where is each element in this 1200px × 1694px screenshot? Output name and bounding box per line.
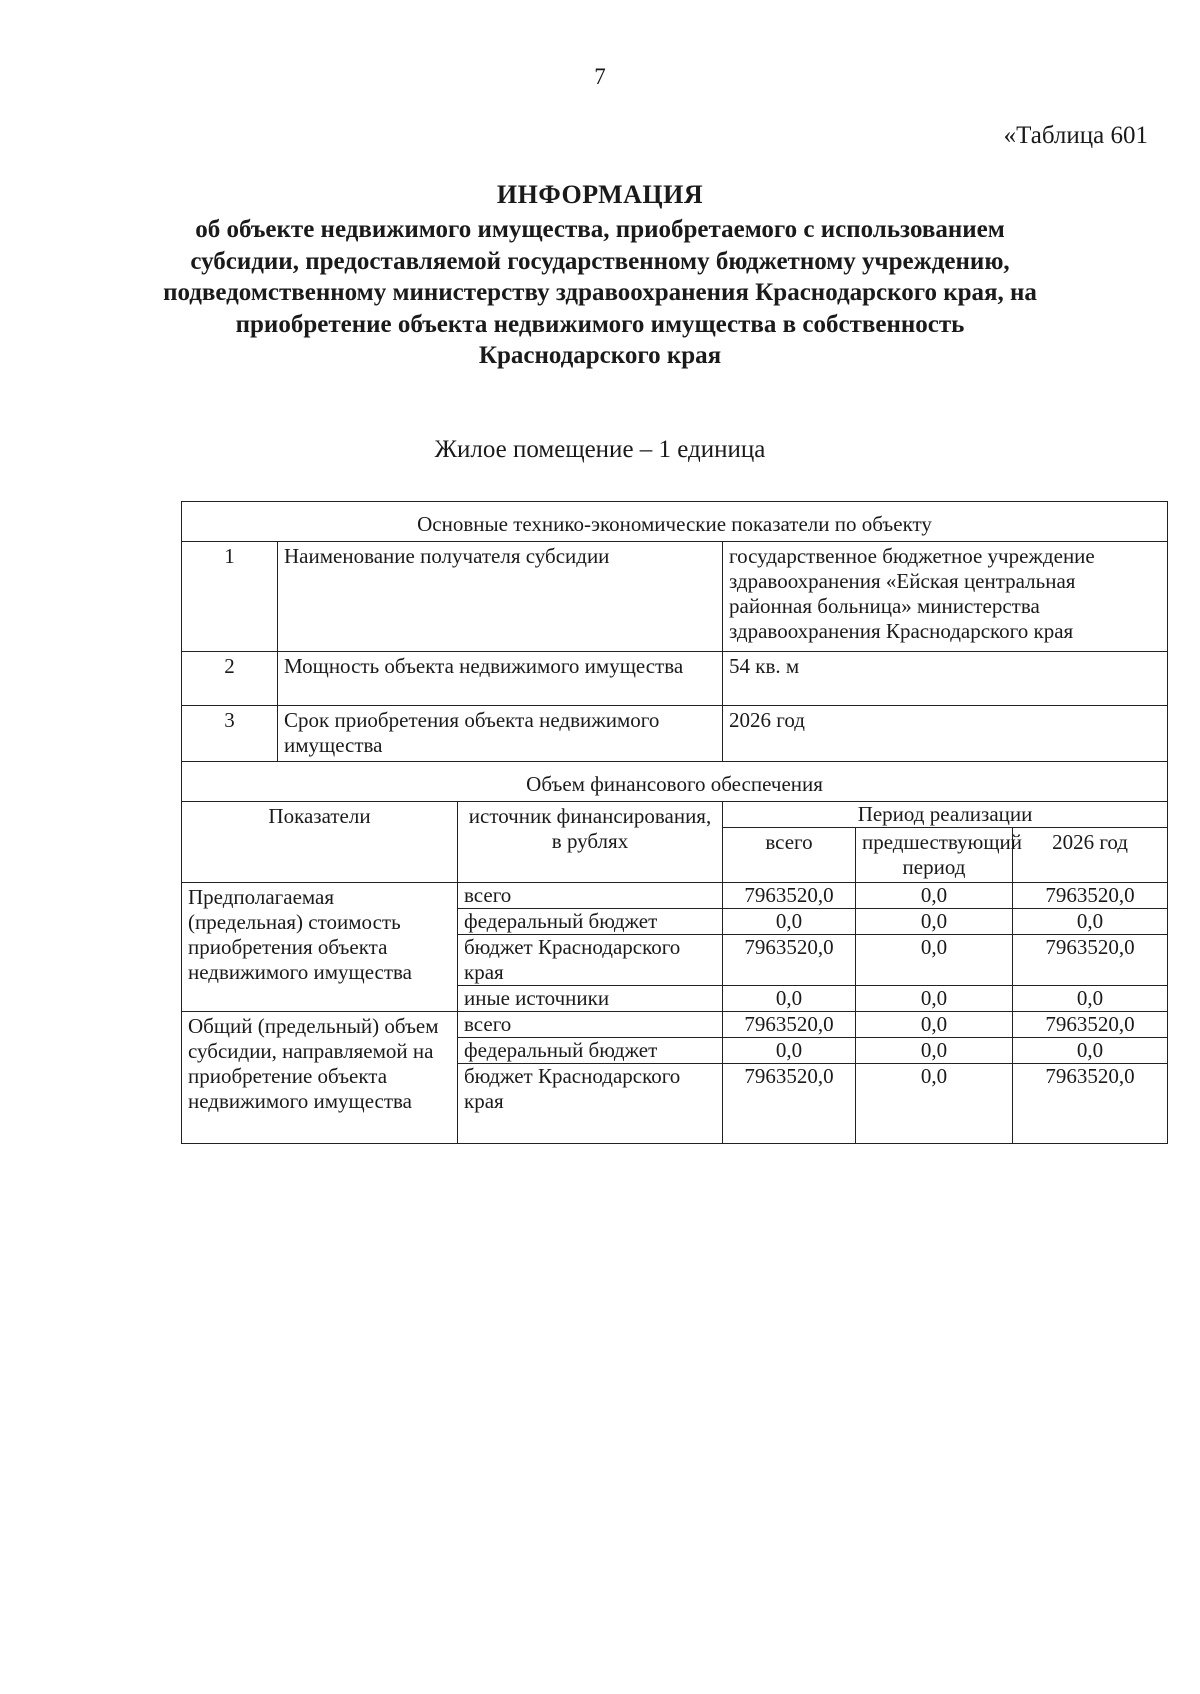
previous-cell: 0,0 (856, 883, 1013, 909)
source-cell: всего (458, 883, 723, 909)
total-cell: 0,0 (723, 1038, 856, 1064)
group-label-subsidy: Общий (предельный) объем субсидии, направляемой на приобретение объекта недвижимого имущества (182, 1012, 458, 1144)
total-cell: 7963520,0 (723, 883, 856, 909)
year-cell: 7963520,0 (1013, 1064, 1168, 1144)
indicators-section-row (182, 502, 1168, 542)
header-period: Период реализации (723, 802, 1168, 828)
finance-section-row (182, 762, 1168, 802)
finance-header-row (182, 802, 1168, 828)
object-description: Жилое помещение – 1 единица (434, 436, 766, 463)
year-cell: 0,0 (1013, 1038, 1168, 1064)
header-source: источник финансирования, в рублях (458, 802, 723, 883)
indicator-name: Наименование получателя субсидии (278, 542, 723, 652)
year-cell: 7963520,0 (1013, 935, 1168, 986)
row-number: 2 (182, 652, 278, 706)
table-row (182, 1012, 1168, 1038)
indicator-value: 54 кв. м (723, 652, 1168, 706)
header-previous-period: предшествующий период (856, 828, 1013, 883)
source-cell: иные источники (458, 986, 723, 1012)
header-year: 2026 год (1013, 828, 1168, 883)
page-number: 7 (594, 64, 606, 89)
info-table (181, 501, 1168, 1144)
previous-cell: 0,0 (856, 986, 1013, 1012)
table-row (182, 542, 1168, 652)
table-row (182, 883, 1168, 909)
indicator-value: 2026 год (723, 706, 1168, 762)
table-row (182, 652, 1168, 706)
group-label-cost: Предполагаемая (предельная) стоимость приобретения объекта недвижимого имущества (182, 883, 458, 1012)
document-title: ИНФОРМАЦИЯ (496, 180, 704, 209)
year-cell: 0,0 (1013, 909, 1168, 935)
table-row (182, 706, 1168, 762)
total-cell: 7963520,0 (723, 1012, 856, 1038)
source-cell: всего (458, 1012, 723, 1038)
previous-cell: 0,0 (856, 935, 1013, 986)
total-cell: 7963520,0 (723, 935, 856, 986)
previous-cell: 0,0 (856, 1064, 1013, 1144)
header-indicators: Показатели (182, 802, 458, 883)
indicator-name: Срок приобретения объекта недвижимого имущества (278, 706, 723, 762)
previous-cell: 0,0 (856, 909, 1013, 935)
row-number: 1 (182, 542, 278, 652)
indicator-value: государственное бюджетное учреждение здравоохранения «Ейская центральная районная больница» министерства здравоохранения Краснодарского края (723, 542, 1168, 652)
indicators-section-title: Основные технико-экономические показатели по объекту (182, 502, 1168, 542)
previous-cell: 0,0 (856, 1038, 1013, 1064)
indicator-name: Мощность объекта недвижимого имущества (278, 652, 723, 706)
year-cell: 7963520,0 (1013, 883, 1168, 909)
total-cell: 0,0 (723, 986, 856, 1012)
source-cell: федеральный бюджет (458, 909, 723, 935)
table-reference: «Таблица 601 (1003, 122, 1148, 149)
source-cell: федеральный бюджет (458, 1038, 723, 1064)
source-cell: бюджет Краснодарского края (458, 1064, 723, 1144)
total-cell: 0,0 (723, 909, 856, 935)
total-cell: 7963520,0 (723, 1064, 856, 1144)
finance-section-title: Объем финансового обеспечения (182, 762, 1168, 802)
source-cell: бюджет Краснодарского края (458, 935, 723, 986)
row-number: 3 (182, 706, 278, 762)
document-subtitle: об объекте недвижимого имущества, приобретаемого с использованием субсидии, предоставляемой государственному бюджетному учреждению, подведомственному министерству здравоохранения Краснодарского края, на приобретение объекта недвижимого имущества в собственность Краснодарского края (163, 216, 1037, 369)
previous-cell: 0,0 (856, 1012, 1013, 1038)
year-cell: 0,0 (1013, 986, 1168, 1012)
year-cell: 7963520,0 (1013, 1012, 1168, 1038)
header-total: всего (723, 828, 856, 883)
